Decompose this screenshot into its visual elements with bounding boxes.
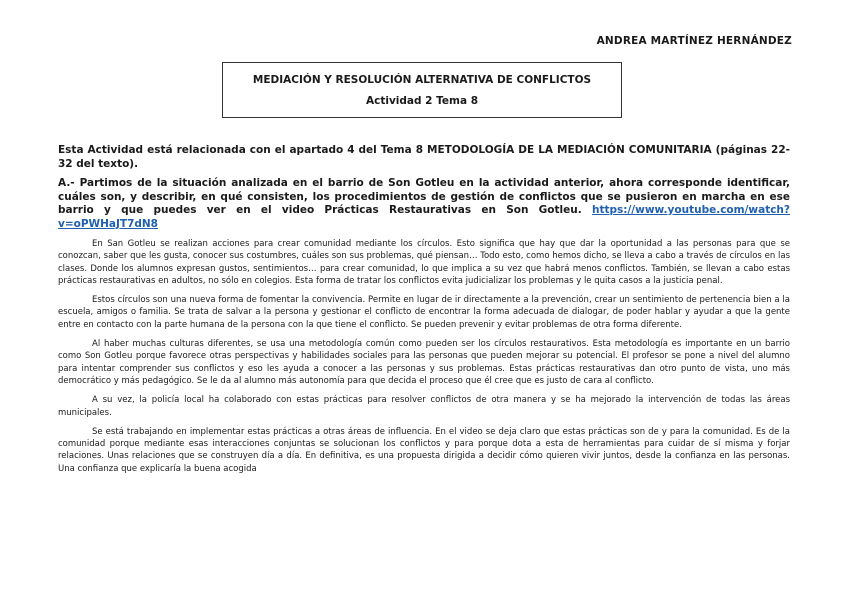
activity-subtitle: Actividad 2 Tema 8: [365, 95, 479, 107]
question-a: [58, 177, 790, 231]
document-title: MEDIACIÓN Y RESOLUCIÓN ALTERNATIVA DE CONFLICTOS: [252, 74, 592, 86]
answer-paragraph-4: A su vez, la policía local ha colaborado con estas prácticas para resolver conflictos de otra manera y se ha mejorado la intervención de todas las áreas municipales.: [58, 395, 790, 418]
question-text: A.- Partimos de la situación analizada en el barrio de Son Gotleu en la actividad anterior, ahora corresponde identificar, cuáles son, y describir, en qué consisten, los procedimientos de gestión de conflictos que se pusieron en marcha en ese barrio y que puedes ver en el video Prácticas Restaurativas en Son Gotleu.: [58, 177, 790, 216]
answer-paragraph-5: Se está trabajando en implementar estas prácticas a otras áreas de influencia. En el video se deja claro que estas prácticas son de y para la comunidad. Es de la comunidad porque mediante esas interacciones conjuntas se solucionan los conflictos y para porque dota a esta de herramientas para cuidar de sí misma y forjar relaciones. Unas relaciones que se construyen día a día. En definitiva, es una propuesta dirigida a decidir cómo quieren vivir juntos, desde la confianza en las personas. Una confianza que explicaría la buena acogida: [58, 426, 790, 474]
answer-paragraph-1: En San Gotleu se realizan acciones para crear comunidad mediante los círculos. Esto significa que hay que dar la oportunidad a las personas para que se conozcan, saber que les gusta, conocer sus costumbres, cuáles son sus problemas, qué piensan… Todo esto, como hemos dicho, se lleva a cabo a través de círculos en las clases. Donde los alumnos expresan gustos, sentimientos… para crear comunidad, lo que implica a su vez que habrá menos conflictos. También, se llevan a cabo estas prácticas restaurativas en adultos, no sólo en colegios. Esta forma de tratar los conflictos evita judicializar los problemas y le quita casos a la justicia penal.: [58, 239, 790, 286]
document-body: [58, 144, 790, 482]
intro-statement: Esta Actividad está relacionada con el apartado 4 del Tema 8 METODOLOGÍA DE LA MEDIACIÓN COMUNITARIA (páginas 22-32 del texto).: [58, 144, 790, 170]
video-link[interactable]: https://www.youtube.com/watch?v=oPWHaJT7dN8: [58, 204, 790, 230]
author-name: ANDREA MARTÍNEZ HERNÁNDEZ: [596, 35, 792, 47]
title-box: [222, 62, 622, 118]
answer-paragraph-2: Estos círculos son una nueva forma de fomentar la convivencia. Permite en lugar de ir directamente a la prevención, crear un sentimiento de pertenencia bien a la escuela, amigos o familia. Se trata de salvar a la persona y gestionar el conflicto de encontrar la forma adecuada de dialogar, de poder hablar y ayudar a que la gente entre en contacto con la parte humana de la persona con la que tiene el conflicto. Se pueden prevenir y evitar problemas de otra forma diferente.: [58, 295, 790, 330]
answer-paragraph-3: Al haber muchas culturas diferentes, se usa una metodología común como pueden ser los círculos restaurativos. Esta metodología es importante en un barrio como Son Gotleu porque favorece otras perspectivas y habilidades sociales para las personas que pueden mejorar su potencial. El profesor se pone a nivel del alumno para intentar comprender sus conflictos y eso les ayuda a conocer a las personas y sus problemas. Estas prácticas restaurativas dan otro punto de vista, uno más democrático y más pedagógico. Se le da al alumno más autonomía para que decida el proceso que él cree que es justo de cara al conflicto.: [58, 339, 790, 386]
